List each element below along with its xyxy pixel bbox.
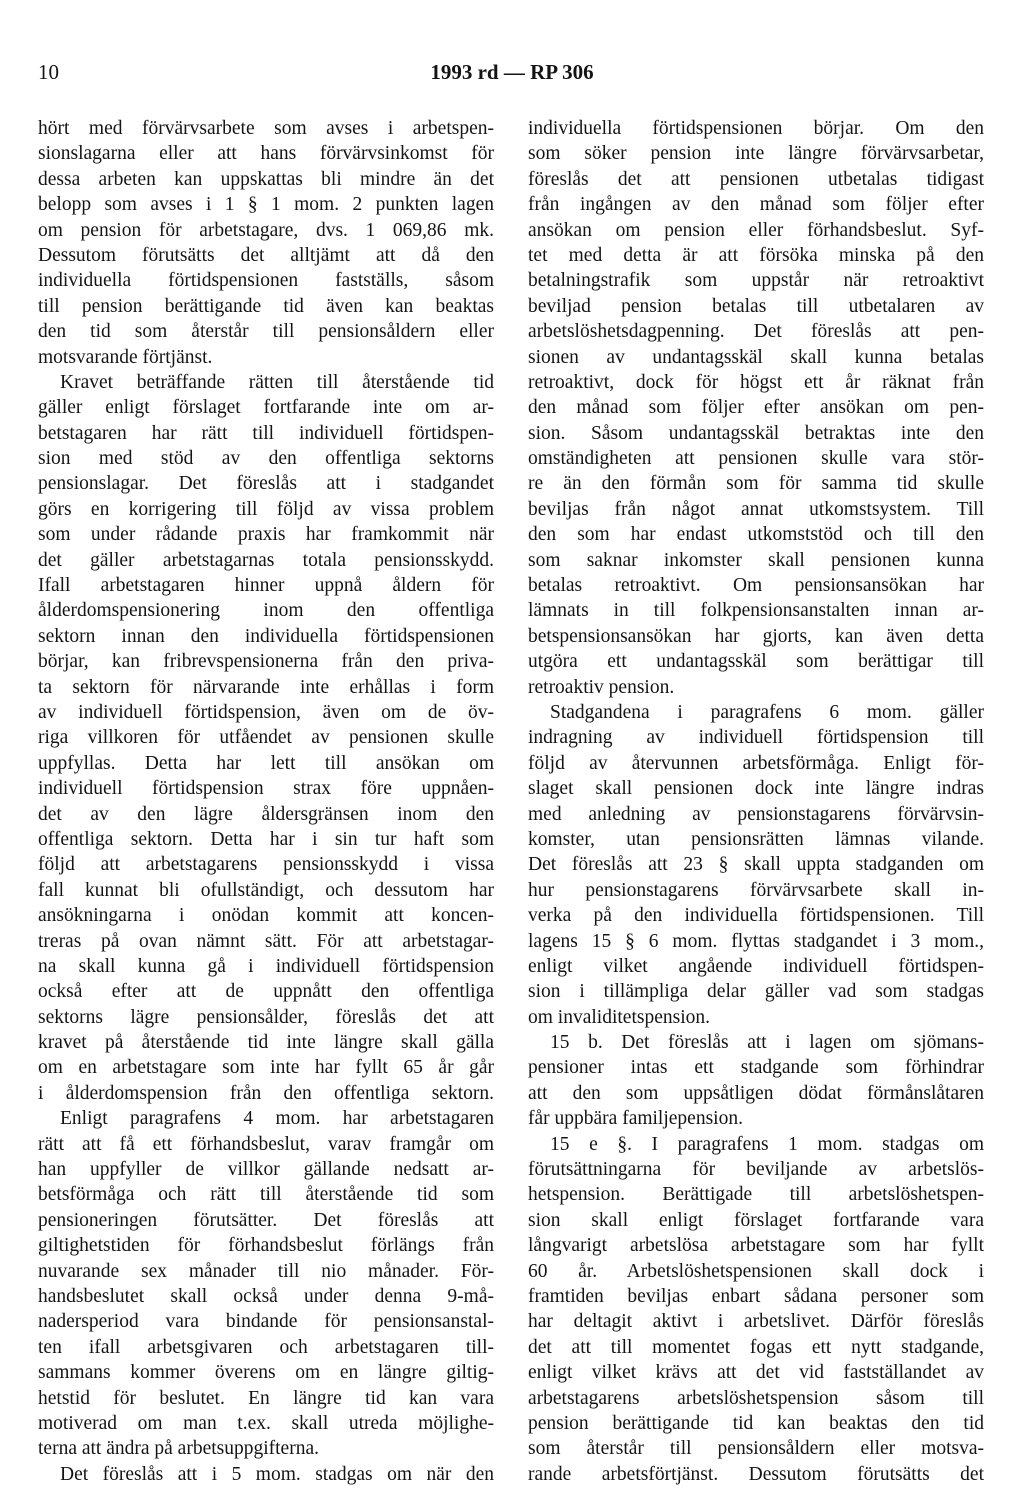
text-line: sion. Såsom undantagsskäl betraktas inte den xyxy=(528,422,984,444)
text-line: riga villkoren för utfåendet av pensionen skulle xyxy=(38,727,494,749)
text-line: det gäller arbetstagarnas totala pensionsskydd. xyxy=(38,549,494,571)
text-line: rande arbetsförtjänst. Dessutom förutsätts det xyxy=(528,1463,984,1485)
text-line: om invaliditetspension. xyxy=(528,1006,710,1028)
text-line: pension berättigande tid kan beaktas den tid xyxy=(528,1412,984,1434)
text-line: betspensionsansökan har gjorts, kan även detta xyxy=(528,625,984,647)
text-line: följd av återvunnen arbetsförmåga. Enligt för- xyxy=(528,752,984,774)
text-line: av individuell förtidspension, även om de öv- xyxy=(38,701,494,723)
text-line: med anledning av pensionstagarens förvärvsin- xyxy=(528,803,984,825)
text-line: föreslås det att pensionen utbetalas tidigast xyxy=(528,168,984,190)
right-column xyxy=(528,116,984,1487)
text-line: beviljas från något annat utkomstsystem. Till xyxy=(528,498,984,520)
text-line: individuella förtidspensionen fastställs, såsom xyxy=(38,270,494,292)
text-line: sektorn innan den individuella förtidspensionen xyxy=(38,625,494,647)
text-line: som söker pension inte längre förvärvsarbetar, xyxy=(528,143,984,165)
text-line: enligt vilket krävs att det vid fastställandet av xyxy=(528,1362,984,1384)
text-line: sionslagarna eller att hans förvärvsinkomst för xyxy=(38,143,494,165)
text-line: följd att arbetstagarens pensionsskydd i vissa xyxy=(38,854,494,876)
text-line: sammans kommer överens om en längre giltig- xyxy=(38,1362,494,1384)
text-line: gäller enligt förslaget fortfarande inte om ar- xyxy=(38,397,494,419)
text-line: lagens 15 § 6 mom. flyttas stadgandet i 3 mom., xyxy=(528,930,984,952)
text-line: hetspension. Berättigade till arbetslöshetspen- xyxy=(528,1184,984,1206)
text-line: sion skall enligt förslaget fortfarande vara xyxy=(528,1209,984,1231)
text-line: också efter att de uppnått den offentliga xyxy=(38,981,494,1003)
text-line: uppfyllas. Detta har lett till ansökan om xyxy=(38,752,494,774)
text-line: 15 e §. I paragrafens 1 mom. stadgas om xyxy=(550,1133,984,1155)
text-line: den tid som återstår till pensionsåldern eller xyxy=(38,321,494,343)
text-line: till pension berättigande tid även kan beaktas xyxy=(38,295,494,317)
text-line: ten ifall arbetsgivaren och arbetstagaren till- xyxy=(38,1336,494,1358)
text-line: Det föreslås att 23 § skall uppta stadganden om xyxy=(528,854,984,876)
text-line: sionen av undantagsskäl skall kunna betalas xyxy=(528,346,984,368)
text-line: har deltagit aktivt i arbetslivet. Därför föreslås xyxy=(528,1311,984,1333)
text-line: förutsättningarna för beviljande av arbetslös- xyxy=(528,1159,984,1181)
text-line: beviljad pension betalas till utbetalaren av xyxy=(528,295,984,317)
text-line: belopp som avses i 1 § 1 mom. 2 punkten lagen xyxy=(38,194,494,216)
text-line: giltighetstiden för förhandsbeslut förlängs från xyxy=(38,1235,494,1257)
text-line: Det föreslås att i 5 mom. stadgas om när den xyxy=(60,1463,494,1485)
text-line: betalas retroaktivt. Om pensionsansökan har xyxy=(528,575,984,597)
text-line: lämnats in till folkpensionsanstalten innan ar- xyxy=(528,600,984,622)
text-line: 15 b. Det föreslås att i lagen om sjömans- xyxy=(550,1032,984,1054)
text-line: Kravet beträffande rätten till återstående tid xyxy=(60,371,494,393)
text-line: Ifall arbetstagaren hinner uppnå åldern för xyxy=(38,575,494,597)
text-line: Dessutom förutsätts det alltjämt att då den xyxy=(38,244,494,266)
text-line: indragning av individuell förtidspension till xyxy=(528,727,984,749)
text-line: dessa arbeten kan uppskattas bli mindre än det xyxy=(38,168,494,190)
text-line: 60 år. Arbetslöshetspensionen skall dock i xyxy=(528,1260,984,1282)
text-line: görs en korrigering till följd av vissa problem xyxy=(38,498,494,520)
text-line: re än den förmån som för samma tid skulle xyxy=(528,473,984,495)
text-line: pensioner intas ett stadgande som förhindrar xyxy=(528,1057,984,1079)
page-number: 10 xyxy=(38,60,59,84)
text-line: offentliga sektorn. Detta har i sin tur haft som xyxy=(38,828,494,850)
text-line: börjar, kan fribrevspensionerna från den priva- xyxy=(38,651,494,673)
text-line: att den som uppsåtligen dödat förmånslåtaren xyxy=(528,1082,984,1104)
text-line: retroaktivt, dock för högst ett år räknat från xyxy=(528,371,984,393)
text-line: i ålderdomspension från den offentliga sektorn. xyxy=(38,1082,494,1104)
text-line: na skall kunna gå i individuell förtidspension xyxy=(38,955,494,977)
text-line: arbetstagarens arbetslöshetspension såsom till xyxy=(528,1387,984,1409)
text-line: enligt vilket angående individuell förtidspen- xyxy=(528,955,984,977)
text-line: det att till momentet fogas ett nytt stadgande, xyxy=(528,1336,984,1358)
text-line: verka på den individuella förtidspensionen. Till xyxy=(528,905,984,927)
page-header xyxy=(38,60,986,90)
text-line: ansökan om pension eller förhandsbeslut. Syf- xyxy=(528,219,984,241)
text-line: arbetslöshetsdagpenning. Det föreslås att pen- xyxy=(528,321,984,343)
text-line: om en arbetstagare som inte har fyllt 65 år går xyxy=(38,1057,494,1079)
text-line: betsförmåga och rätt till återstående tid som xyxy=(38,1184,494,1206)
text-line: hört med förvärvsarbete som avses i arbetspen- xyxy=(38,118,494,139)
text-line: ansökningarna i onödan kommit att koncen- xyxy=(38,905,494,927)
text-line: från ingången av den månad som följer efter xyxy=(528,194,984,216)
text-line: betstagaren har rätt till individuell förtidspen- xyxy=(38,422,494,444)
text-line: Stadgandena i paragrafens 6 mom. gäller xyxy=(550,701,984,723)
text-line: hur pensionstagarens förvärvsarbete skall in- xyxy=(528,879,984,901)
text-line: nuvarande sex månader till nio månader. För- xyxy=(38,1260,494,1282)
text-line: pensioneringen förutsätter. Det föreslås att xyxy=(38,1209,494,1231)
text-line: omständigheten att pensionen skulle vara stör- xyxy=(528,448,984,470)
text-line: betalningstrafik som uppstår när retroaktivt xyxy=(528,270,984,292)
text-line: kravet på återstående tid inte längre skall gälla xyxy=(38,1032,494,1054)
text-line: individuella förtidspensionen börjar. Om den xyxy=(528,118,984,139)
text-line: sion i tillämpliga delar gäller vad som stadgas xyxy=(528,981,984,1003)
text-line: retroaktiv pension. xyxy=(528,676,675,698)
text-line: rätt att få ett förhandsbeslut, varav framgår om xyxy=(38,1133,494,1155)
text-line: motiverad om man t.ex. skall utreda möjlighe- xyxy=(38,1412,494,1434)
text-line: terna att ändra på arbetsuppgifterna. xyxy=(38,1438,319,1460)
text-line: det av den lägre åldersgränsen inom den xyxy=(38,803,494,825)
text-line: som saknar inkomster skall pensionen kunna xyxy=(528,549,984,571)
text-line: tet med detta är att försöka minska på den xyxy=(528,244,984,266)
text-line: som återstår till pensionsåldern eller motsva- xyxy=(528,1438,984,1460)
text-line: pensionslagar. Det föreslås att i stadgandet xyxy=(38,473,494,495)
text-line: framtiden beviljas enbart sådana personer som xyxy=(528,1285,984,1307)
text-line: den månad som följer efter ansökan om pen- xyxy=(528,397,984,419)
text-line: som under rådande praxis har framkommit när xyxy=(38,524,494,546)
text-line: slaget skall pensionen dock inte längre indras xyxy=(528,778,984,800)
text-line: får uppbära familjepension. xyxy=(528,1108,743,1130)
text-line: nadersperiod vara bindande för pensionsanstal- xyxy=(38,1311,494,1333)
text-line: motsvarande förtjänst. xyxy=(38,346,213,368)
text-line: Enligt paragrafens 4 mom. har arbetstagaren xyxy=(60,1108,494,1130)
text-line: ålderdomspensionering inom den offentliga xyxy=(38,600,494,622)
text-line: sektorns lägre pensionsålder, föreslås det att xyxy=(38,1006,494,1028)
text-line: individuell förtidspension strax före uppnåen- xyxy=(38,778,494,800)
text-line: treras på ovan nämnt sätt. För att arbetstagar- xyxy=(38,930,494,952)
text-line: ta sektorn för närvarande inte erhållas i form xyxy=(38,676,494,698)
text-line: fall kunnat bli ofullständigt, och dessutom har xyxy=(38,879,494,901)
text-line: om pension för arbetstagare, dvs. 1 069,86 mk. xyxy=(38,219,494,241)
text-line: sion med stöd av den offentliga sektorns xyxy=(38,448,494,470)
running-title: 1993 rd — RP 306 xyxy=(430,60,594,84)
left-column xyxy=(38,116,494,1487)
text-line: handsbeslutet skall också under denna 9-må- xyxy=(38,1285,494,1307)
text-line: hetstid för beslutet. En längre tid kan vara xyxy=(38,1387,494,1409)
text-line: den som har endast utkomststöd och till den xyxy=(528,524,984,546)
text-line: komster, utan pensionsrätten lämnas vilande. xyxy=(528,828,984,850)
text-line: utgöra ett undantagsskäl som berättigar till xyxy=(528,651,984,673)
text-line: långvarigt arbetslösa arbetstagare som har fyllt xyxy=(528,1235,984,1257)
text-line: han uppfyller de villkor gällande nedsatt ar- xyxy=(38,1159,494,1181)
